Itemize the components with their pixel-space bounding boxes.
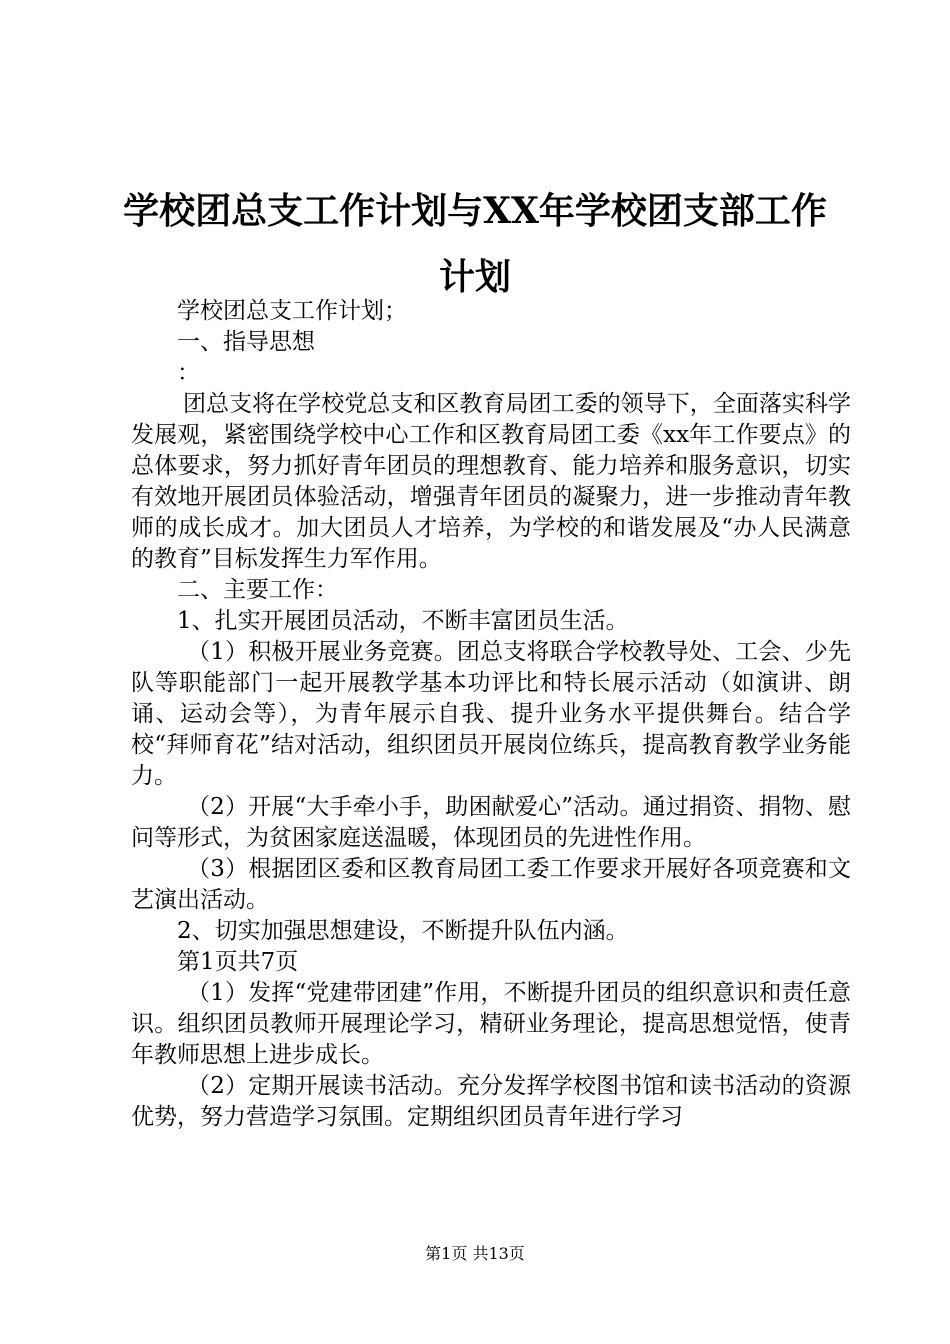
document-body (131, 296, 851, 1133)
item-2-2: （2）定期开展读书活动。充分发挥学校图书馆和读书活动的资源优势，努力营造学习氛围。定期组织团员青年进行学习 (131, 1073, 851, 1130)
item-2-heading: 2、切实加强思想建设，不断提升队伍内涵。 (177, 918, 629, 944)
colon-line: ： (177, 360, 200, 386)
page-number-footer: 第1页 共13页 (425, 1244, 525, 1263)
title-line-1: 学校团总支工作计划与XX年学校团支部工作 (123, 190, 827, 232)
item-1-heading: 1、扎实开展团员活动，不断丰富团员生活。 (177, 608, 629, 634)
item-1-1: （1）积极开展业务竞赛。团总支将联合学校教导处、工会、少先队等职能部门一起开展教学基本功评比和特长展示活动（如演讲、朗诵、运动会等），为青年展示自我、提升业务水平提供舞台。结合学校“拜师育花”结对活动，组织团员开展岗位练兵，提高教育教学业务能力。 (131, 639, 851, 789)
title-line-2: 计划 (438, 256, 511, 298)
document-title (0, 178, 950, 310)
item-1-3: （3）根据团区委和区教育局团工委工作要求开展好各项竞赛和文艺演出活动。 (131, 856, 851, 913)
section-heading-main-work: 二、主要工作： (177, 577, 338, 603)
item-2-1: （1）发挥“党建带团建”作用，不断提升团员的组织意识和责任意识。组织团员教师开展理论学习，精研业务理论，提高思想觉悟，使青年教师思想上进步成长。 (131, 980, 851, 1068)
section-heading-guiding-thought: 一、指导思想 (177, 329, 315, 355)
inline-page-marker: 第1页共7页 (177, 949, 299, 975)
item-1-2: （2）开展“大手牵小手，助困献爱心”活动。通过捐资、捐物、慰问等形式，为贫困家庭送温暖，体现团员的先进性作用。 (131, 794, 851, 851)
paragraph-guiding-thought: 团总支将在学校党总支和区教育局团工委的领导下，全面落实科学发展观，紧密围绕学校中心工作和区教育局团工委《xx年工作要点》的总体要求，努力抓好青年团员的理想教育、能力培养和服务意识，切实有效地开展团员体验活动，增强青年团员的凝聚力，进一步推动青年教师的成长成才。加大团员人才培养，为学校的和谐发展及“办人民满意的教育”目标发挥生力军作用。 (131, 391, 851, 572)
section-heading-plan: 学校团总支工作计划； (177, 298, 407, 324)
